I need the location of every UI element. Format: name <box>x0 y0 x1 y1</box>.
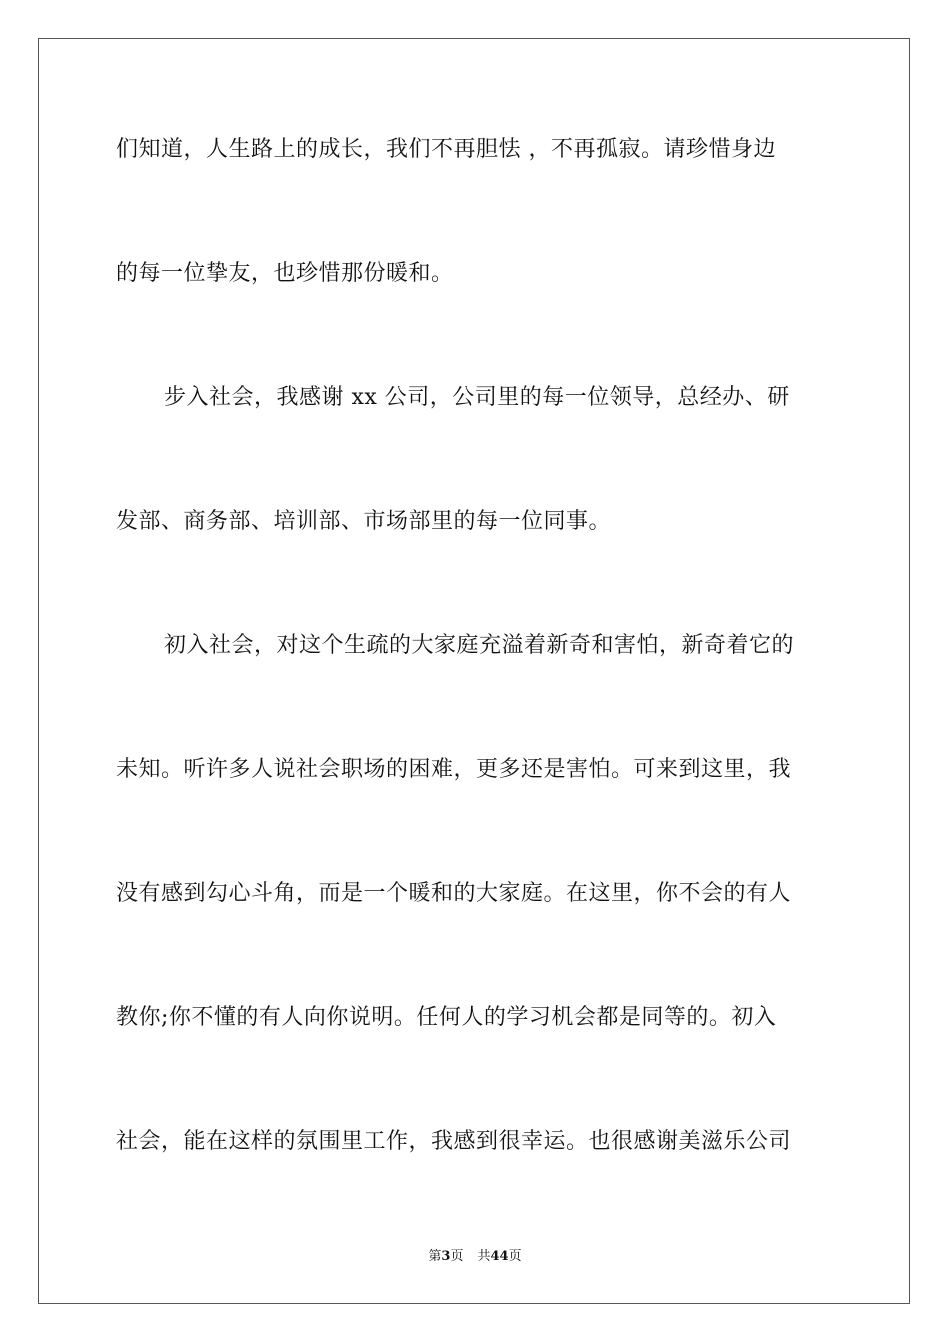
total-pages: 44 <box>490 1249 509 1264</box>
paragraph-3-line-2: 未知。听许多人说社会职场的困难，更多还是害怕。可来到这里，我 <box>116 757 792 782</box>
total-suffix: 页 <box>508 1249 522 1264</box>
paragraph-3-line-4: 教你;你不懂的有人向你说明。任何人的学习机会都是同等的。初入 <box>116 1005 777 1030</box>
paragraph-3-line-1: 初入社会，对这个生疏的大家庭充溢着新奇和害怕，新奇着它的 <box>164 633 795 658</box>
paragraph-2-line-2: 发部、商务部、培训部、市场部里的每一位同事。 <box>116 509 612 534</box>
page-number: 3 <box>441 1249 451 1264</box>
paragraph-3-line-5: 社会，能在这样的氛围里工作，我感到很幸运。也很感谢美滋乐公司 <box>116 1129 792 1154</box>
paragraph-2-line-1: 步入社会，我感谢 xx 公司，公司里的每一位领导，总经办、研 <box>164 385 790 410</box>
page-prefix: 第 <box>428 1249 442 1264</box>
paragraph-3-line-3: 没有感到勾心斗角，而是一个暖和的大家庭。在这里，你不会的有人 <box>116 881 792 906</box>
body-line-2: 的每一位挚友，也珍惜那份暖和。 <box>116 261 454 286</box>
page-border <box>38 38 910 1304</box>
total-prefix: 共 <box>477 1249 491 1264</box>
page-footer <box>0 1248 950 1266</box>
page-suffix: 页 <box>450 1249 464 1264</box>
body-line-1: 们知道，人生路上的成长，我们不再胆怯 ，不再孤寂。请珍惜身边 <box>116 137 776 162</box>
